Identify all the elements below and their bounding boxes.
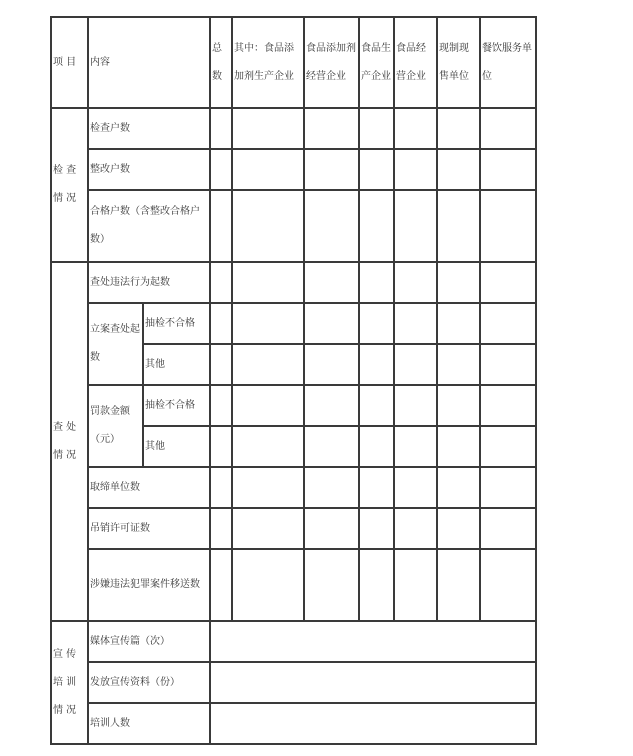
data-cell <box>359 426 394 467</box>
row-sublabel: 其他 <box>143 344 210 385</box>
data-cell <box>437 303 480 344</box>
data-cell <box>304 426 359 467</box>
data-cell <box>437 190 480 262</box>
data-cell <box>480 549 536 621</box>
data-cell <box>304 108 359 149</box>
data-cell <box>232 108 304 149</box>
data-cell <box>210 467 232 508</box>
data-cell <box>480 262 536 303</box>
data-cell <box>210 149 232 190</box>
data-cell <box>304 385 359 426</box>
inspection-statistics-table <box>50 16 537 745</box>
table-row <box>51 508 536 549</box>
data-cell <box>359 190 394 262</box>
header-food-producer: 食品生产企业 <box>359 17 394 108</box>
header-catering: 餐饮服务单位 <box>480 17 536 108</box>
data-cell <box>210 426 232 467</box>
data-cell <box>480 467 536 508</box>
data-cell <box>394 190 437 262</box>
data-cell <box>304 467 359 508</box>
data-cell <box>304 262 359 303</box>
data-cell <box>232 508 304 549</box>
table-row <box>51 190 536 262</box>
row-label: 涉嫌违法犯罪案件移送数 <box>88 549 210 621</box>
data-cell <box>304 149 359 190</box>
row-label: 检查户数 <box>88 108 210 149</box>
data-cell <box>394 149 437 190</box>
header-additive-producer: 其中：食品添加剂生产企业 <box>232 17 304 108</box>
data-cell <box>232 426 304 467</box>
data-cell <box>394 344 437 385</box>
data-cell <box>232 262 304 303</box>
row-label: 发放宣传资料（份） <box>88 662 210 703</box>
data-cell <box>232 549 304 621</box>
data-cell <box>232 344 304 385</box>
row-label: 培训人数 <box>88 703 210 744</box>
data-cell <box>394 508 437 549</box>
data-cell <box>210 262 232 303</box>
table-row <box>51 703 536 744</box>
data-cell <box>210 303 232 344</box>
data-cell <box>480 508 536 549</box>
row-label: 取缔单位数 <box>88 467 210 508</box>
header-total: 总数 <box>210 17 232 108</box>
data-cell <box>480 344 536 385</box>
table-row <box>51 467 536 508</box>
data-cell <box>304 549 359 621</box>
row-sublabel: 抽检不合格 <box>143 385 210 426</box>
data-cell <box>480 303 536 344</box>
table-row <box>51 303 536 344</box>
data-cell <box>210 385 232 426</box>
data-cell <box>359 344 394 385</box>
section-label-enforcement: 查 处 情 况 <box>51 262 88 621</box>
row-sublabel: 抽检不合格 <box>143 303 210 344</box>
data-cell <box>394 108 437 149</box>
data-cell <box>210 549 232 621</box>
data-cell <box>480 108 536 149</box>
data-cell <box>480 190 536 262</box>
data-cell <box>304 190 359 262</box>
row-label: 合格户数（含整改合格户数） <box>88 190 210 262</box>
data-cell <box>437 549 480 621</box>
header-content: 内容 <box>88 17 210 108</box>
data-cell <box>359 467 394 508</box>
header-made-on-site: 现制现售单位 <box>437 17 480 108</box>
row-label: 立案查处起数 <box>88 303 143 385</box>
data-cell <box>232 303 304 344</box>
data-cell <box>359 549 394 621</box>
data-cell <box>394 303 437 344</box>
table-row <box>51 108 536 149</box>
row-label: 查处违法行为起数 <box>88 262 210 303</box>
row-label: 媒体宣传篇（次） <box>88 621 210 662</box>
section-label-inspection: 检 查 情 况 <box>51 108 88 262</box>
table-row <box>51 385 536 426</box>
table-row <box>51 662 536 703</box>
data-cell <box>437 385 480 426</box>
data-cell <box>210 190 232 262</box>
table-row <box>51 149 536 190</box>
row-label: 罚款金额（元） <box>88 385 143 467</box>
header-food-trader: 食品经营企业 <box>394 17 437 108</box>
data-cell <box>394 426 437 467</box>
data-cell <box>394 467 437 508</box>
data-cell <box>359 108 394 149</box>
data-cell <box>437 467 480 508</box>
data-cell <box>359 262 394 303</box>
data-cell <box>480 426 536 467</box>
data-cell <box>304 344 359 385</box>
data-cell <box>232 190 304 262</box>
row-label: 吊销许可证数 <box>88 508 210 549</box>
section-label-publicity: 宣 传 培 训 情 况 <box>51 621 88 744</box>
data-cell <box>480 149 536 190</box>
merged-data-cell <box>210 703 536 744</box>
data-cell <box>304 303 359 344</box>
data-cell <box>437 508 480 549</box>
table-row <box>51 621 536 662</box>
data-cell <box>437 344 480 385</box>
data-cell <box>437 149 480 190</box>
data-cell <box>304 508 359 549</box>
header-additive-trader: 食品添加剂经营企业 <box>304 17 359 108</box>
data-cell <box>394 262 437 303</box>
data-cell <box>437 108 480 149</box>
data-cell <box>210 108 232 149</box>
table-row <box>51 262 536 303</box>
data-cell <box>210 344 232 385</box>
merged-data-cell <box>210 621 536 662</box>
data-cell <box>359 385 394 426</box>
data-cell <box>480 385 536 426</box>
data-cell <box>437 426 480 467</box>
data-cell <box>394 385 437 426</box>
data-cell <box>359 508 394 549</box>
data-cell <box>232 467 304 508</box>
row-sublabel: 其他 <box>143 426 210 467</box>
row-label: 整改户数 <box>88 149 210 190</box>
data-cell <box>359 149 394 190</box>
data-cell <box>232 149 304 190</box>
data-cell <box>359 303 394 344</box>
data-cell <box>394 549 437 621</box>
data-cell <box>437 262 480 303</box>
table-row <box>51 549 536 621</box>
header-item: 项 目 <box>51 17 88 108</box>
data-cell <box>232 385 304 426</box>
header-row <box>51 17 536 108</box>
data-cell <box>210 508 232 549</box>
merged-data-cell <box>210 662 536 703</box>
